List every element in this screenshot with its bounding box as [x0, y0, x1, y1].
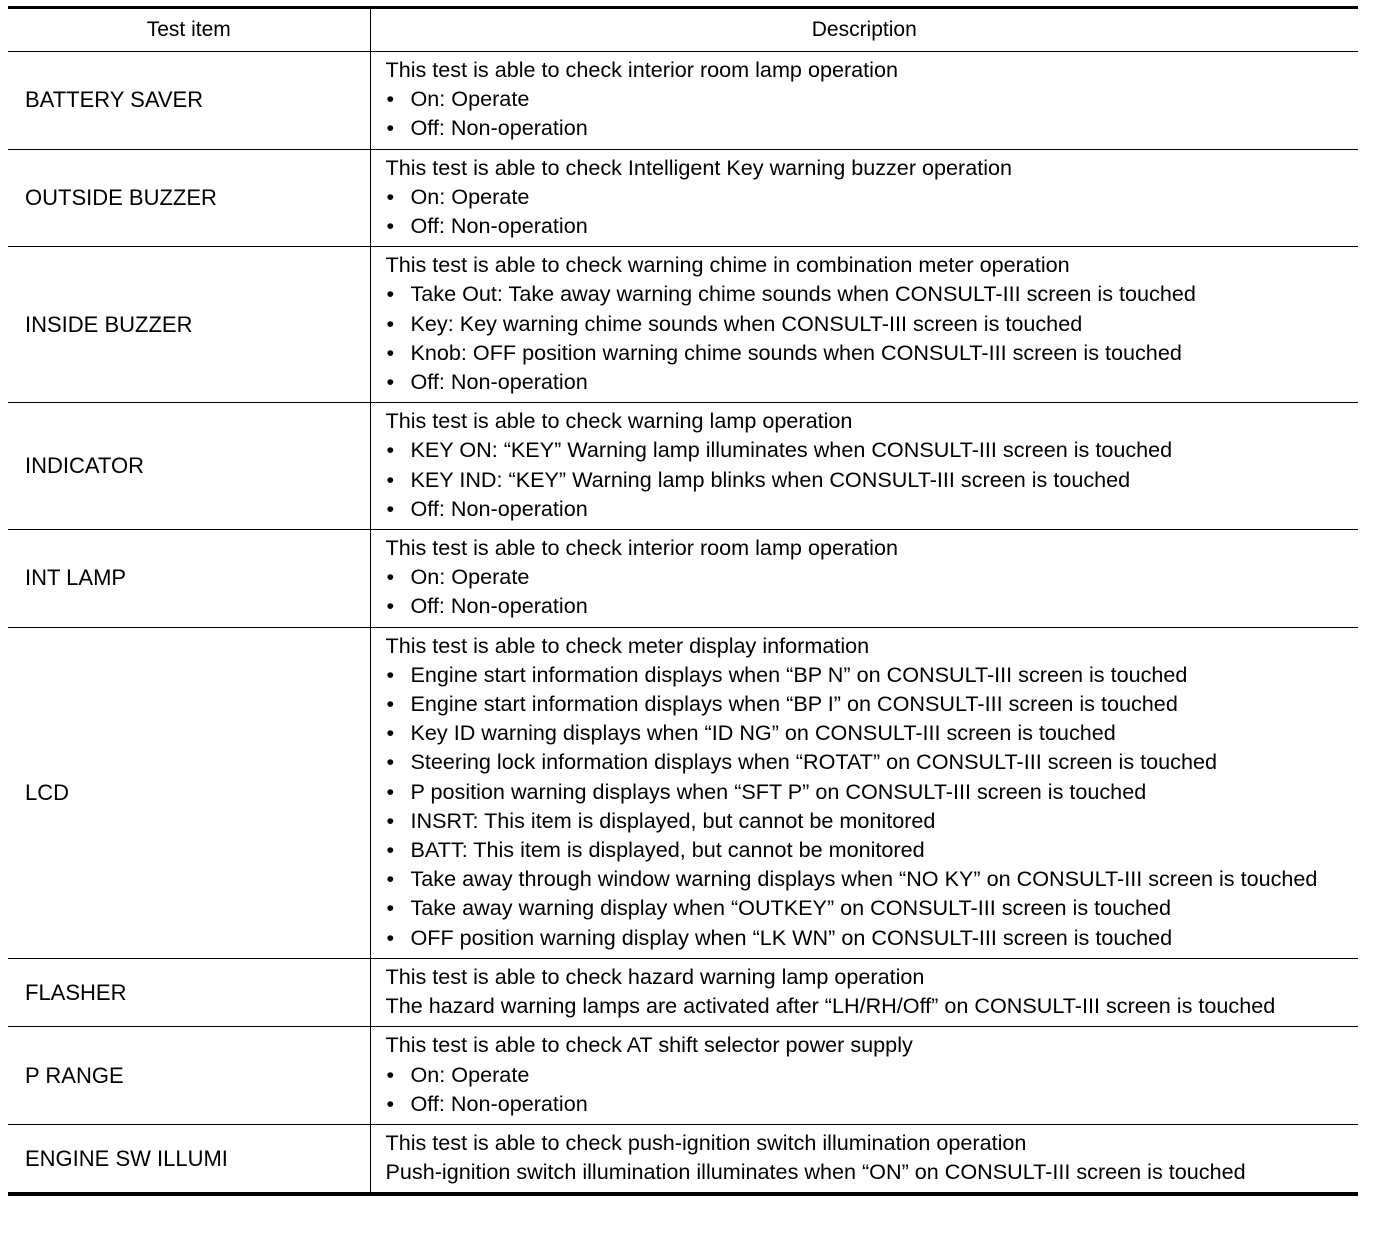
description-line: Push-ignition switch illumination illuminates when “ON” on CONSULT-III screen is touched — [385, 1159, 1246, 1185]
description-cell — [370, 403, 1358, 530]
test-item-cell: INDICATOR — [8, 403, 370, 530]
bullet-item: • Engine start information displays when “BP N” on CONSULT-III screen is touched — [386, 660, 1351, 689]
description-line: This test is able to check AT shift selector power supply — [385, 1032, 913, 1058]
description-cell — [370, 530, 1358, 628]
bullet-item: • Key: Key warning chime sounds when CONSULT-III screen is touched — [386, 309, 1351, 338]
description-cell — [370, 149, 1358, 247]
bullet-item: • On: Operate — [386, 182, 1351, 211]
description-line: This test is able to check warning chime in combination meter operation — [385, 252, 1070, 278]
test-item-cell: P RANGE — [8, 1027, 370, 1125]
description-cell — [370, 1027, 1358, 1125]
table-row — [8, 52, 1358, 150]
description-cell — [370, 958, 1358, 1026]
bullet-item: • P position warning displays when “SFT P” on CONSULT-III screen is touched — [386, 777, 1351, 806]
bullet-list — [386, 660, 1351, 952]
bullet-item: • Off: Non-operation — [386, 494, 1351, 523]
description-line: This test is able to check interior room lamp operation — [385, 535, 898, 561]
description-cell — [370, 52, 1358, 150]
bullet-item: • KEY ON: “KEY” Warning lamp illuminates when CONSULT-III screen is touched — [386, 435, 1351, 464]
bullet-item: • Off: Non-operation — [386, 591, 1351, 620]
test-item-cell: LCD — [8, 627, 370, 958]
table-row — [8, 1124, 1358, 1194]
test-item-cell: INT LAMP — [8, 530, 370, 628]
bullet-item: • Off: Non-operation — [386, 211, 1351, 240]
table-row — [8, 247, 1358, 403]
description-line: This test is able to check warning lamp operation — [385, 408, 853, 434]
header-test-item: Test item — [8, 8, 370, 52]
header-description: Description — [370, 8, 1358, 52]
bullet-item: • Take away warning display when “OUTKEY” on CONSULT-III screen is touched — [386, 893, 1351, 922]
test-item-cell: INSIDE BUZZER — [8, 247, 370, 403]
table-row — [8, 1027, 1358, 1125]
bullet-item: • BATT: This item is displayed, but cannot be monitored — [386, 835, 1351, 864]
test-item-cell: OUTSIDE BUZZER — [8, 149, 370, 247]
bullet-list — [386, 182, 1351, 240]
bullet-list — [386, 84, 1351, 142]
description-line: This test is able to check interior room lamp operation — [385, 57, 898, 82]
bullet-list — [386, 435, 1351, 523]
header-row — [8, 8, 1358, 52]
description-line: The hazard warning lamps are activated after “LH/RH/Off” on CONSULT-III screen is touched — [385, 993, 1276, 1019]
bullet-item: • Steering lock information displays when “ROTAT” on CONSULT-III screen is touched — [386, 747, 1351, 776]
description-cell — [370, 627, 1358, 958]
bullet-item: • OFF position warning display when “LK WN” on CONSULT-III screen is touched — [386, 923, 1351, 952]
description-line: This test is able to check push-ignition switch illumination operation — [385, 1129, 1027, 1155]
bullet-item: • INSRT: This item is displayed, but cannot be monitored — [386, 806, 1351, 835]
bullet-item: • On: Operate — [386, 84, 1351, 113]
active-test-table — [8, 6, 1358, 1196]
bullet-item: • Take Out: Take away warning chime sounds when CONSULT-III screen is touched — [386, 279, 1351, 308]
table-row — [8, 958, 1358, 1026]
bullet-item: • Engine start information displays when “BP I” on CONSULT-III screen is touched — [386, 689, 1351, 718]
test-item-cell: FLASHER — [8, 958, 370, 1026]
table-body — [8, 52, 1358, 1195]
table-row — [8, 627, 1358, 958]
bullet-item: • Key ID warning displays when “ID NG” on CONSULT-III screen is touched — [386, 718, 1351, 747]
test-item-cell: ENGINE SW ILLUMI — [8, 1124, 370, 1194]
bullet-item: • Take away through window warning displays when “NO KY” on CONSULT-III screen is touched — [386, 864, 1351, 893]
test-item-cell: BATTERY SAVER — [8, 52, 370, 150]
bullet-list — [386, 562, 1351, 620]
bullet-item: • On: Operate — [386, 562, 1351, 591]
bullet-list — [386, 1060, 1351, 1118]
bullet-list — [386, 279, 1351, 396]
bullet-item: • Off: Non-operation — [386, 367, 1351, 396]
bullet-item: • Off: Non-operation — [386, 1089, 1351, 1118]
description-cell — [370, 1124, 1358, 1194]
description-line: This test is able to check hazard warning lamp operation — [385, 963, 925, 989]
bullet-item: • Off: Non-operation — [386, 113, 1351, 142]
description-line: This test is able to check meter display information — [385, 632, 870, 658]
table-row — [8, 149, 1358, 247]
bullet-item: • On: Operate — [386, 1060, 1351, 1089]
description-cell — [370, 247, 1358, 403]
bullet-item: • Knob: OFF position warning chime sounds when CONSULT-III screen is touched — [386, 338, 1351, 367]
table-row — [8, 403, 1358, 530]
table-row — [8, 530, 1358, 628]
bullet-item: • KEY IND: “KEY” Warning lamp blinks when CONSULT-III screen is touched — [386, 465, 1351, 494]
description-line: This test is able to check Intelligent Key warning buzzer operation — [385, 154, 1013, 180]
